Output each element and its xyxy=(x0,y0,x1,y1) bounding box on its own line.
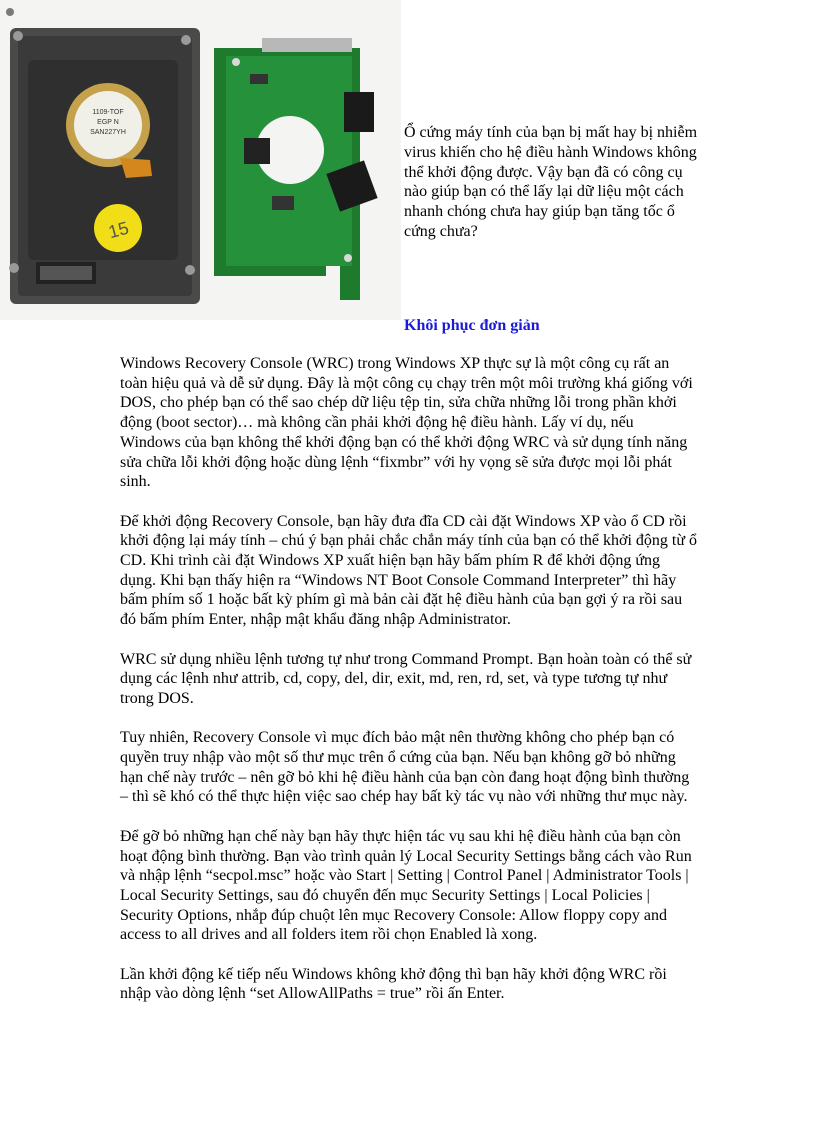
svg-text:SAN227YH: SAN227YH xyxy=(90,129,126,136)
article-body xyxy=(120,354,698,1024)
svg-text:15: 15 xyxy=(106,217,131,243)
body-paragraph: Để khởi động Recovery Console, bạn hãy đưa đĩa CD cài đặt Windows XP vào ổ CD rồi khởi động lại máy tính – chú ý bạn phải chắc chắn máy tính của bạn có thể khởi động từ ổ CD. Khi trình cài đặt Windows XP xuất hiện bạn hãy bấm phím R để khởi động ứng dụng. Khi bạn thấy hiện ra “Windows NT Boot Console Command Interpreter” thì hãy bấm phím số 1 hoặc bất kỳ phím gì mà bản cài đặt hệ điều hành của bạn gợi ý ra rồi sau đó bấm phím Enter, nhập mật khẩu đăng nhập Administrator. xyxy=(120,512,698,629)
svg-text:EGP N: EGP N xyxy=(97,119,119,126)
body-paragraph: Tuy nhiên, Recovery Console vì mục đích bảo mật nên thường không cho phép bạn có quyền truy nhập vào một số thư mục trên ổ cứng của bạn. Nếu bạn không gỡ bỏ những hạn chế này trước – nên gỡ bỏ khi hệ điều hành của bạn còn đang hoạt động bình thường – thì sẽ khó có thể thực hiện việc sao chép hay bất kỳ tác vụ nào với những thư mục này. xyxy=(120,729,690,806)
body-paragraph: Lần khởi động kế tiếp nếu Windows không khở động thì bạn hãy khởi động WRC rồi nhập vào dòng lệnh “set AllowAllPaths = true” rồi ấn Enter. xyxy=(120,965,667,1003)
section-heading: Khôi phục đơn giản xyxy=(404,317,540,334)
svg-text:1109-TOF: 1109-TOF xyxy=(92,109,124,116)
body-paragraph: Để gỡ bỏ những hạn chế này bạn hãy thực hiện tác vụ sau khi hệ điều hành của bạn còn hoạt động bình thường. Bạn vào trình quản lý Local Security Settings bằng cách vào Run và nhập lệnh “secpol.msc” hoặc vào Start | Setting | Control Panel | Administrator Tools | Local Security Settings, sau đó chuyển đến mục Security Settings | Local Policies | Security Options, nhắp đúp chuột lên mục Recovery Console: Allow floppy copy and access to all drives and all folders item rồi chọn Enabled là xong. xyxy=(120,827,692,944)
hard-drive-photo xyxy=(0,0,401,320)
body-paragraph: WRC sử dụng nhiều lệnh tương tự như trong Command Prompt. Bạn hoàn toàn có thể sử dụng các lệnh như attrib, cd, copy, del, dir, exit, md, ren, rd, set, và type tương tự như trong DOS. xyxy=(120,650,692,707)
body-paragraph: Windows Recovery Console (WRC) trong Windows XP thực sự là một công cụ rất an toàn hiệu quả và dễ sử dụng. Đây là một công cụ chạy trên một môi trường khá giống với DOS, cho phép bạn có thể sao chép dữ liệu tệp tin, sửa chữa những lỗi trong phần khởi động (boot sector)… mà không cần phải khởi động hệ điều hành. Lấy ví dụ, nếu Windows của bạn không thể khởi động bạn có thể khởi động WRC và sử dụng tính năng sửa chữa lỗi khởi động hoặc dùng lệnh “fixmbr” với hy vọng sẽ sửa được mọi lỗi phát sinh. xyxy=(120,355,693,491)
intro-paragraph: Ổ cứng máy tính của bạn bị mất hay bị nhiễm virus khiến cho hệ điều hành Windows không thể khởi động được. Vậy bạn đã có công cụ nào giúp bạn có thể lấy lại dữ liệu một cách nhanh chóng chưa hay giúp bạn tăng tốc ổ cứng chưa? xyxy=(404,124,698,240)
